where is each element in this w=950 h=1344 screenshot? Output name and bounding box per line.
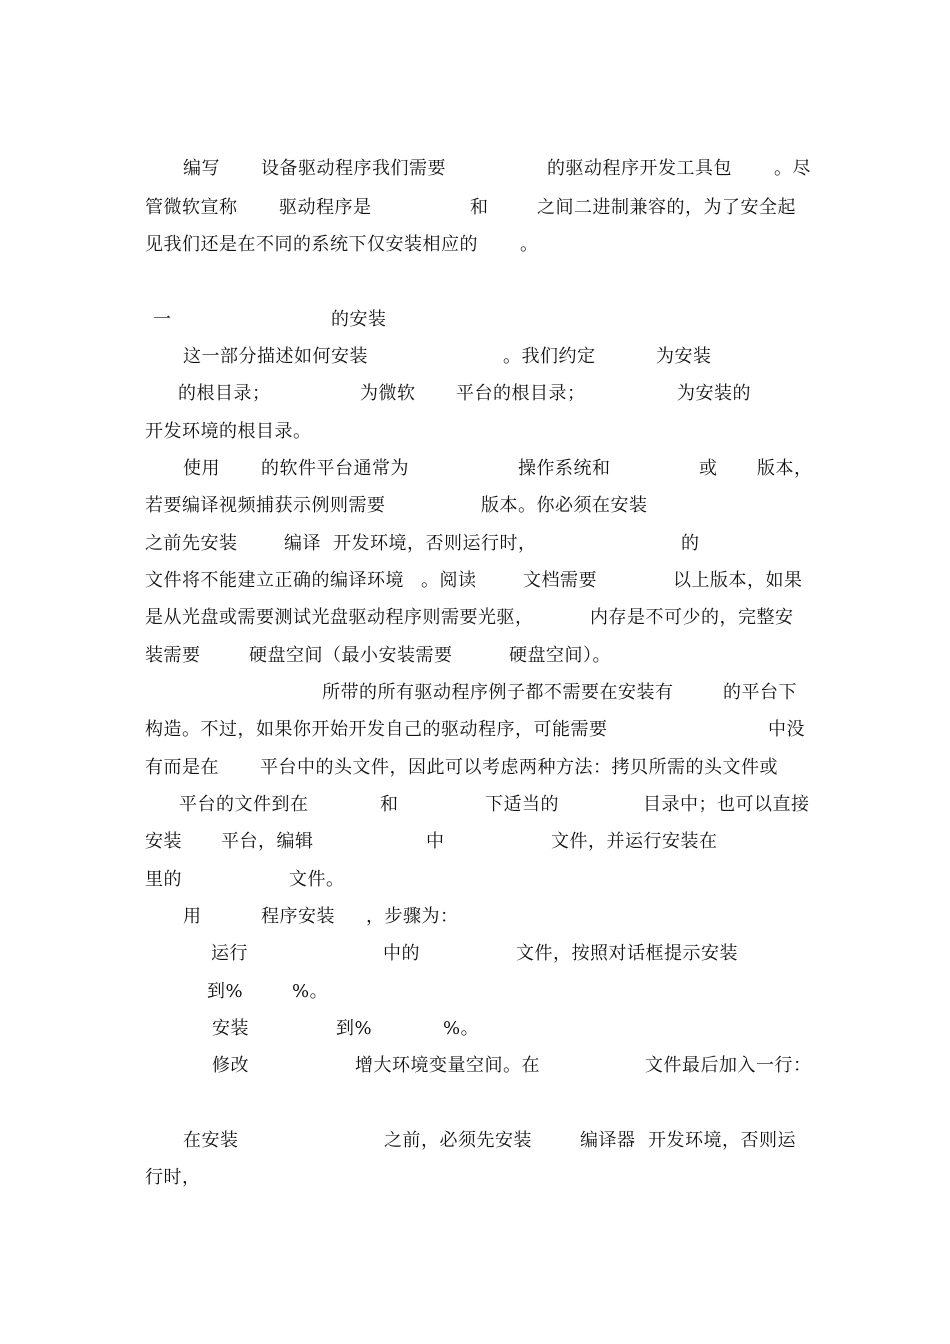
- paragraph-text: 文件，并运行安装在: [551, 831, 718, 852]
- intro-text: 设备驱动程序我们需要: [261, 158, 446, 179]
- paragraph-text: 和: [380, 794, 399, 815]
- paragraph-text: 中: [426, 831, 445, 852]
- paragraph-text: 之前，必须先安装: [384, 1130, 532, 1151]
- paragraph-text: 里的: [145, 869, 182, 890]
- paragraph-text: 开发环境的根目录。: [145, 421, 312, 442]
- paragraph-text: 在安装: [183, 1130, 239, 1151]
- paragraph-text: 为微软: [360, 383, 416, 404]
- paragraph-text: 开发环境，否则运行时，: [333, 533, 537, 554]
- paragraph-text: 安装: [145, 831, 182, 852]
- paragraph-text: 版本。你必须在安装: [481, 495, 648, 516]
- paragraph-text: 硬盘空间）。: [509, 645, 611, 666]
- step-text: 到%: [207, 981, 244, 1002]
- paragraph-text: 以上版本，如果: [673, 570, 803, 591]
- step-text: 运行: [211, 943, 248, 964]
- paragraph-text: 或: [699, 458, 718, 479]
- step-text: 文件最后加入一行：: [645, 1055, 812, 1076]
- paragraph-text: 的平台下: [723, 682, 797, 703]
- intro-text: 和: [470, 197, 489, 218]
- intro-text: 。: [520, 234, 539, 255]
- intro-text: 驱动程序是: [279, 197, 372, 218]
- paragraph-text: 行时，: [145, 1167, 201, 1188]
- paragraph-text: 版本，: [757, 458, 813, 479]
- paragraph-text: 内存是不可少的，完整安: [590, 607, 794, 628]
- intro-text: 的驱动程序开发工具包: [547, 158, 732, 179]
- paragraph-text: 中没: [768, 719, 805, 740]
- step-text: 修改: [212, 1055, 249, 1076]
- paragraph-text: 是从光盘或需要测试光盘驱动程序则需要光驱，: [145, 607, 534, 628]
- step-text: %。: [443, 1018, 480, 1039]
- paragraph-text: ，步骤为：: [366, 906, 459, 927]
- intro-text: 之间二进制兼容的，为了安全起: [537, 197, 796, 218]
- paragraph-text: 编译: [284, 533, 321, 554]
- paragraph-text: 文档需要: [523, 570, 597, 591]
- paragraph-text: 目录中；也可以直接: [643, 794, 810, 815]
- intro-text: 管微软宣称: [145, 197, 238, 218]
- intro-text: 编写: [183, 158, 220, 179]
- paragraph-text: 平台的文件到在: [179, 794, 309, 815]
- paragraph-text: 下适当的: [485, 794, 559, 815]
- paragraph-text: 之前先安装: [145, 533, 238, 554]
- paragraph-text: 构造。不过，如果你开始开发自己的驱动程序，可能需要: [145, 719, 608, 740]
- step-text: 安装: [212, 1018, 249, 1039]
- step-text: 到%: [336, 1018, 373, 1039]
- paragraph-text: 开发环境，否则运: [648, 1130, 796, 1151]
- paragraph-text: 平台，编辑: [221, 831, 314, 852]
- section-number: 一: [153, 309, 172, 330]
- paragraph-text: 平台的根目录；: [456, 383, 586, 404]
- step-text: 文件，按照对话框提示安装: [516, 943, 738, 964]
- paragraph-text: 平台中的头文件，因此可以考虑两种方法：拷贝所需的头文件或: [260, 757, 778, 778]
- paragraph-text: 有而是在: [145, 757, 219, 778]
- section-title: 的安装: [331, 309, 387, 330]
- paragraph-text: 操作系统和: [518, 458, 611, 479]
- paragraph-text: 的软件平台通常为: [261, 458, 409, 479]
- paragraph-text: 的: [681, 533, 700, 554]
- paragraph-text: 使用: [183, 458, 220, 479]
- paragraph-text: 文件将不能建立正确的编译环境: [145, 570, 404, 591]
- paragraph-text: 为安装的: [677, 383, 751, 404]
- step-text: 中的: [383, 943, 420, 964]
- paragraph-text: 程序安装: [261, 906, 335, 927]
- paragraph-text: 。我们约定: [503, 346, 596, 367]
- paragraph-text: 所带的所有驱动程序例子都不需要在安装有: [322, 682, 674, 703]
- paragraph-text: 编译器: [580, 1130, 636, 1151]
- intro-text: 。尽: [774, 158, 811, 179]
- paragraph-text: 装需要: [145, 645, 201, 666]
- paragraph-text: 文件。: [289, 869, 345, 890]
- paragraph-text: 的根目录；: [178, 383, 271, 404]
- paragraph-text: 硬盘空间（最小安装需要: [249, 645, 453, 666]
- step-text: 增大环境变量空间。在: [355, 1055, 540, 1076]
- paragraph-text: 若要编译视频捕获示例则需要: [145, 495, 386, 516]
- intro-text: 见我们还是在不同的系统下仅安装相应的: [145, 234, 478, 255]
- paragraph-text: 。阅读: [421, 570, 477, 591]
- paragraph-text: 用: [183, 906, 202, 927]
- paragraph-text: 这一部分描述如何安装: [183, 346, 368, 367]
- paragraph-text: 为安装: [656, 346, 712, 367]
- step-text: %。: [292, 981, 329, 1002]
